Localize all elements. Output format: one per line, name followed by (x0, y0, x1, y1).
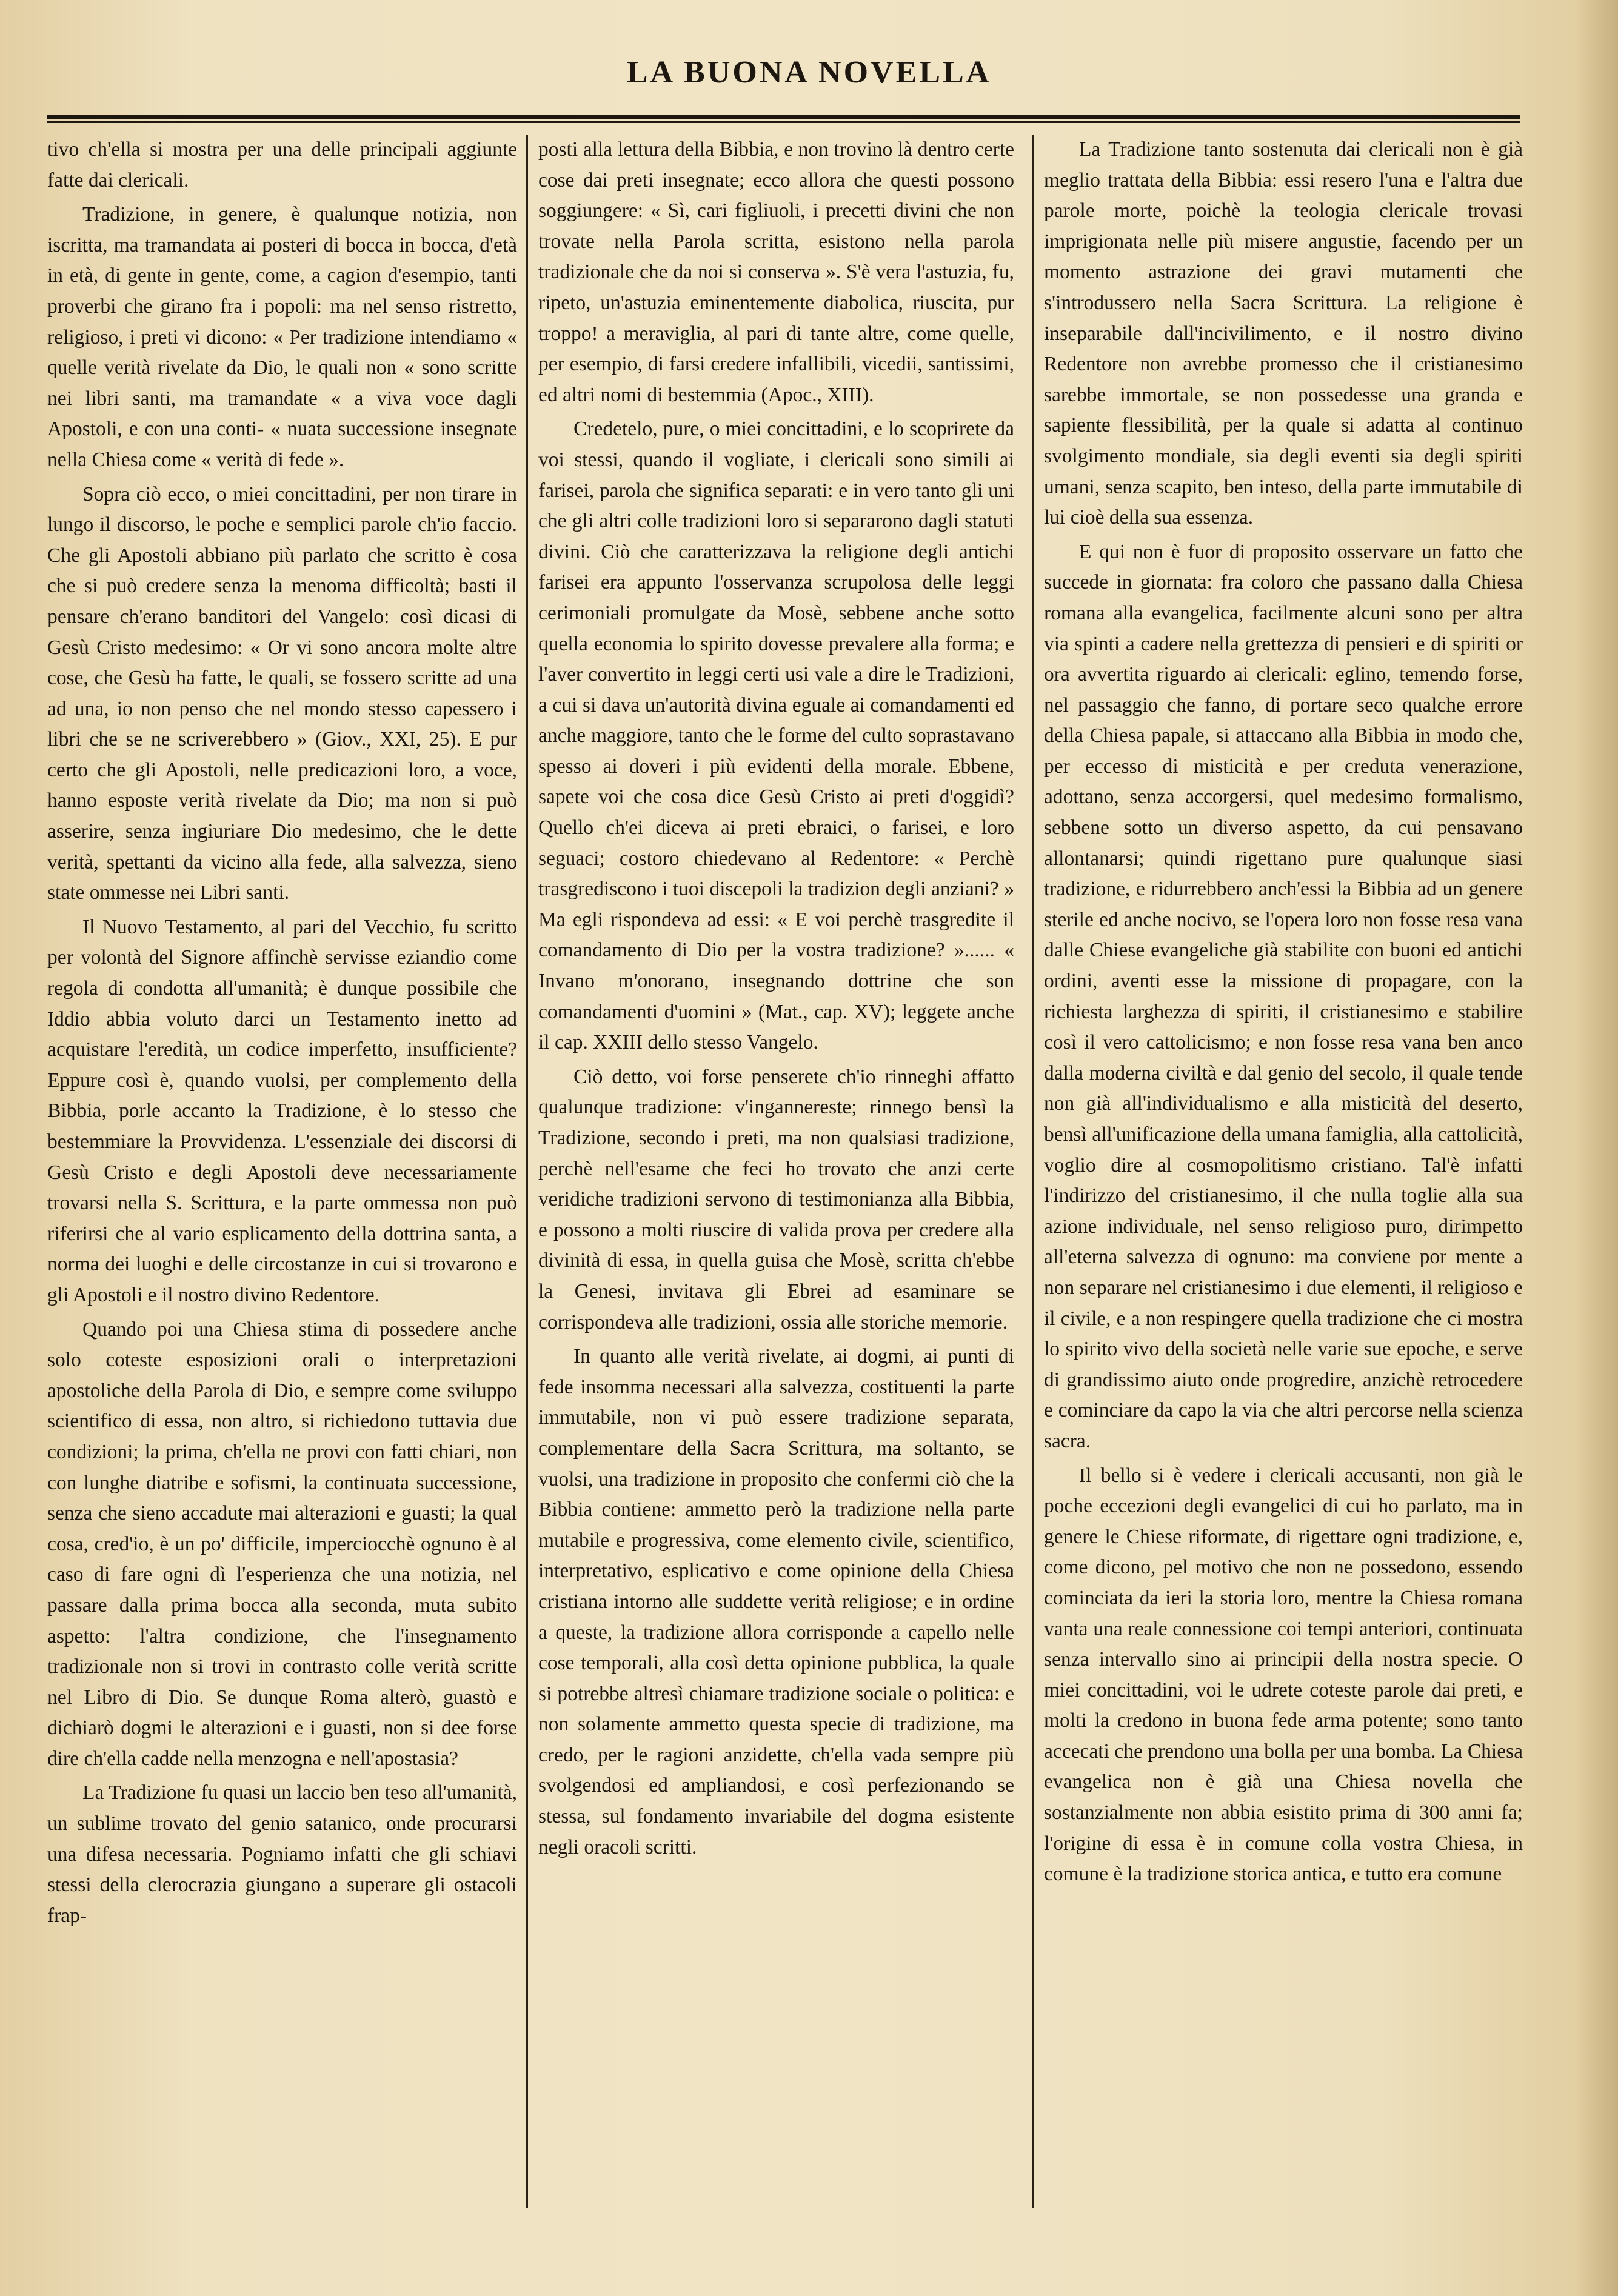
page-fold-shadow (1576, 0, 1618, 2296)
paragraph: Credetelo, pure, o miei concittadini, e lo scoprirete da voi stessi, quando il vogliate, i clericali sono simili ai farisei, parola che significa separati: e in vero tanto gli uni che gli altri colle tradizioni loro si separarono dagli statuti divini. Ciò che caratterizzava la religione degli antichi farisei era appunto l'osservanza scrupolosa delle leggi cerimoniali promulgate da Mosè, sebbene anche sotto quella economia lo spirito dovesse prevalere alla forma; e l'aver convertito in leggi certi usi vale a dire le Tradizioni, a cui si dava un'autorità divina eguale ai comandamenti ed anche maggiore, tanto che le forme del culto soprastavano spesso ai doveri i più evidenti della morale. Ebbene, sapete voi che cosa dice Gesù Cristo ai preti d'oggidì? Quello ch'ei diceva ai preti ebraici, o farisei, e loro seguaci; costoro chiedevano al Redentore: « Perchè trasgrediscono i tuoi discepoli la tradizion degli anziani? » Ma egli rispondeva ad essi: « E voi perchè trasgredite il comandamento di Dio per la vostra tradizione? »...... « Invano m'onorano, insegnando dottrine che son comandamenti d'uomini » (Mat., cap. XV); leggete anche il cap. XXIII dello stesso Vangelo. (538, 418, 1014, 1054)
header-rule (47, 115, 1520, 119)
paragraph: Il bello si è vedere i clericali accusanti, non già le poche eccezioni degli evangelici di cui ho parlato, ma in genere le Chiese riformate, di rigettare ogni tradizione, e, come dicono, pel motivo che non ne possedono, essendo cominciata da ieri la storia loro, mentre la Chiesa romana vanta una reale connessione coi tempi anteriori, continuata senza intervallo sino ai principii della nostra specie. O miei concittadini, voi le udrete coteste parole dai preti, e molti la credono in buona fede arma potente; sono tanto accecati che prendono una bolla per una bomba. La Chiesa evangelica non è già una Chiesa novella che sostanzialmente non abbia esistito prima di 300 anni fa; l'origine di essa è in comune colla vostra Chiesa, in comune è la tradizione storica antica, e tutto era comune (1044, 1464, 1523, 1886)
paragraph: E qui non è fuor di proposito osservare un fatto che succede in giornata: fra coloro che passano dalla Chiesa romana alla evangelica, facilmente alcuni sono per altra via spinti a cadere nella grettezza di pensieri e di spiriti or ora avvertita riguardo ai clericali: eglino, temendo forse, nel passaggio che fanno, di portare seco qualche errore della Chiesa papale, si attaccano alla Bibbia in modo che, per eccesso di misticità e per creduta venerazione, adottano, senza accorgersi, quel medesimo formalismo, sebbene sotto un diverso aspetto, da cui pensavano allontanarsi; quindi rigettano pure qualunque siasi tradizione, e ridurrebbero anch'essi la Bibbia ad un genere sterile ed anche nocivo, se l'opera loro non fosse resa vana dalle Chiese evangeliche già stabilite con buoni ed antichi ordini, aventi esse la missione di propagare, con la richiesta larghezza di spiriti, il cristianesimo e stabilire così il vero cattolicismo; e non fosse resa vana ben anco dalla moderna civiltà e dal genio del secolo, il quale tende non già all'individualismo e alla misticità del deserto, bensì all'unificazione della umana famiglia, alla cattolicità, voglio dire al cosmopolitismo cristiano. Tal'è infatti l'indirizzo del cristianesimo, il che nulla toglie alla sua azione individuale, nel senso religioso puro, dirimpetto all'eterna salvezza di ognuno: ma conviene por mente a non separare nel cristianesimo i due elementi, il religioso e il civile, e a non respingere quella tradizione che ci mostra lo spirito vivo della società nelle varie sue epoche, e serve di grandissimo aiuto onde progredire, anzichè retrocedere e cominciare da capo la via che altri percorse nella scienza sacra. (1044, 540, 1523, 1452)
paragraph: In quanto alle verità rivelate, ai dogmi, ai punti di fede insomma necessari alla salvezza, costituenti la parte immutabile, non vi può essere tradizione separata, complementare della Sacra Scrittura, ma soltanto, se vuolsi, una tradizione in proposito che confermi ciò che la Bibbia contiene: ammetto però la tradizione nella parte mutabile e progressiva, come elemento civile, scientifico, interpretativo, esplicativo e come opinione della Chiesa cristiana intorno alle suddette verità religiose; e in ordine a queste, la tradizione allora corrisponde a capello nelle cose temporali, alla così detta opinione pubblica, la quale si potrebbe altresì chiamare tradizione sociale o politica: e non solamente ammetto questa specie di tradizione, ma credo, per le ragioni anzidette, ch'ella vada sempre più svolgendosi ed ampliandosi, e così perfezionando se stessa, sul fondamento invariabile del dogma esistente negli oracoli scritti. (538, 1345, 1014, 1858)
paragraph: Sopra ciò ecco, o miei concittadini, per non tirare in lungo il discorso, le poche e semplici parole ch'io faccio. Che gli Apostoli abbiano più parlato che scritto è cosa che si può credere senza la menoma difficoltà; basti il pensare ch'erano banditori del Vangelo: così dicasi di Gesù Cristo medesimo: « Or vi sono ancora molte altre cose, che Gesù ha fatte, le quali, se fossero scritte ad una ad una, io non penso che nel mondo stesso capessero i libri che se ne scriverebbero » (Giov., XXI, 25). E pur certo che gli Apostoli, nelle predicazioni loro, a voce, hanno esposte verità rivelate da Dio; ma non si può asserire, senza ingiuriare Dio medesimo, che le dette verità, spettanti da vicino alla fede, alla salvezza, sieno state ommesse nei Libri santi. (47, 482, 517, 904)
text-column-2 (538, 135, 1014, 2214)
page-title: LA BUONA NOVELLA (626, 55, 992, 90)
column-divider (1032, 135, 1034, 2208)
text-column-3 (1044, 135, 1523, 2214)
paragraph: La Tradizione fu quasi un laccio ben teso all'umanità, un sublime trovato del genio satanico, onde procurarsi una difesa necessaria. Pogniamo infatti che gli schiavi stessi della clerocrazia giungano a superare gli ostacoli frap- (47, 1781, 517, 1927)
paragraph: La Tradizione tanto sostenuta dai clericali non è già meglio trattata della Bibbia: essi resero l'una e l'altra due parole morte, poichè la teologia clericale trovasi imprigionata nelle più misere angustie, facendo per un momento astrazione dei gravi mutamenti che s'introdussero nella Sacra Scrittura. La religione è inseparabile dall'incivilimento, e il nostro divino Redentore non avrebbe promesso che il cristianesimo sarebbe immortale, se non possedesse una granda e sapiente flessibilità, per la quale si adatta al continuo svolgimento mondiale, sia degli eventi sia degli spiriti umani, senza scapito, ben inteso, della parte immutabile di lui cioè della sua essenza. (1044, 138, 1523, 529)
paragraph: Quando poi una Chiesa stima di possedere anche solo coteste esposizioni orali o interpretazioni apostoliche della Parola di Dio, e sempre come sviluppo scientifico di essa, non altro, si richiedono tuttavia due condizioni; la prima, ch'ella ne provi con fatti chiari, non con lunghe diatribe e sofismi, la continuata successione, senza che sieno accadute mai alterazioni e guasti; la qual cosa, cred'io, è un po' difficile, imperciocchè ognuno è al caso di fare ogni dì l'esperienza che una notizia, nel passare dalla prima bocca alla seconda, muta subito aspetto: l'altra condizione, che l'insegnamento tradizionale non si trovi in contrasto colle verità scritte nel Libro di Dio. Se dunque Roma alterò, guastò e dichiarò dogmi le alterazioni e i guasti, non si dee forse dire ch'ella cadde nella menzogna e nell'apostasia? (47, 1318, 517, 1770)
paragraph: posti alla lettura della Bibbia, e non trovino là dentro certe cose dai preti insegnate; ecco allora che questi possono soggiungere: « Sì, cari figliuoli, i precetti divini che non trovate nella Parola scritta, esistono nella parola tradizionale che da noi si conserva ». S'è vera l'astuzia, fu, ripeto, un'astuzia eminentemente diabolica, riuscita, pur troppo! a meraviglia, al pari di tante altre, come quelle, per esempio, di farsi credere infallibili, vicedii, santissimi, ed altri nomi di bestemmia (Apoc., XIII). (538, 138, 1014, 406)
text-column-1 (47, 135, 517, 2214)
column-divider (526, 135, 528, 2208)
paragraph: tivo ch'ella si mostra per una delle principali aggiunte fatte dai clericali. (47, 138, 517, 192)
paragraph: Il Nuovo Testamento, al pari del Vecchio, fu scritto per volontà del Signore affinchè servisse eziandio come regola di condotta all'umanità; è dunque possibile che Iddio abbia voluto darci un Testamento inetto ad acquistare l'eredità, un codice imperfetto, insufficiente? Eppure così è, quando vuolsi, per complemento della Bibbia, porle accanto la Tradizione, è lo stesso che bestemmiare la Provvidenza. L'essenziale dei discorsi di Gesù Cristo e degli Apostoli deve necessariamente trovarsi nella S. Scrittura, e la parte ommessa non può riferirsi che al vario esplicamento della dottrina santa, a norma dei luoghi e delle circostanze in cui si trovarono e gli Apostoli e il nostro divino Redentore. (47, 915, 517, 1306)
paragraph: Ciò detto, voi forse penserete ch'io rinneghi affatto qualunque tradizione: v'ingannereste; rinnego bensì la Tradizione, secondo i preti, ma non qualsiasi tradizione, perchè nell'esame che feci ho trovato che anzi certe veridiche tradizioni servono di testimonianza alla Bibbia, e possono a molti riuscire di valida prova per credere alla divinità di essa, in quella guisa che Mosè, scritta ch'ebbe la Genesi, invitava gli Ebrei ad esaminare se corrispondeva alle tradizioni, ossia alle storiche memorie. (538, 1065, 1014, 1333)
header-rule-thin (47, 121, 1520, 123)
paragraph: Tradizione, in genere, è qualunque notizia, non iscritta, ma tramandata ai posteri di bocca in bocca, d'età in età, di gente in gente, come, a cagion d'esempio, tanti proverbi che girano fra i popoli: ma nel senso ristretto, religioso, i preti vi dicono: « Per tradizione intendiamo « quelle verità rivelate da Dio, le quali non « sono scritte nei libri santi, ma tramandate « a viva voce dagli Apostoli, e con una conti- « nuata successione insegnate nella Chiesa come « verità di fede ». (47, 203, 517, 471)
